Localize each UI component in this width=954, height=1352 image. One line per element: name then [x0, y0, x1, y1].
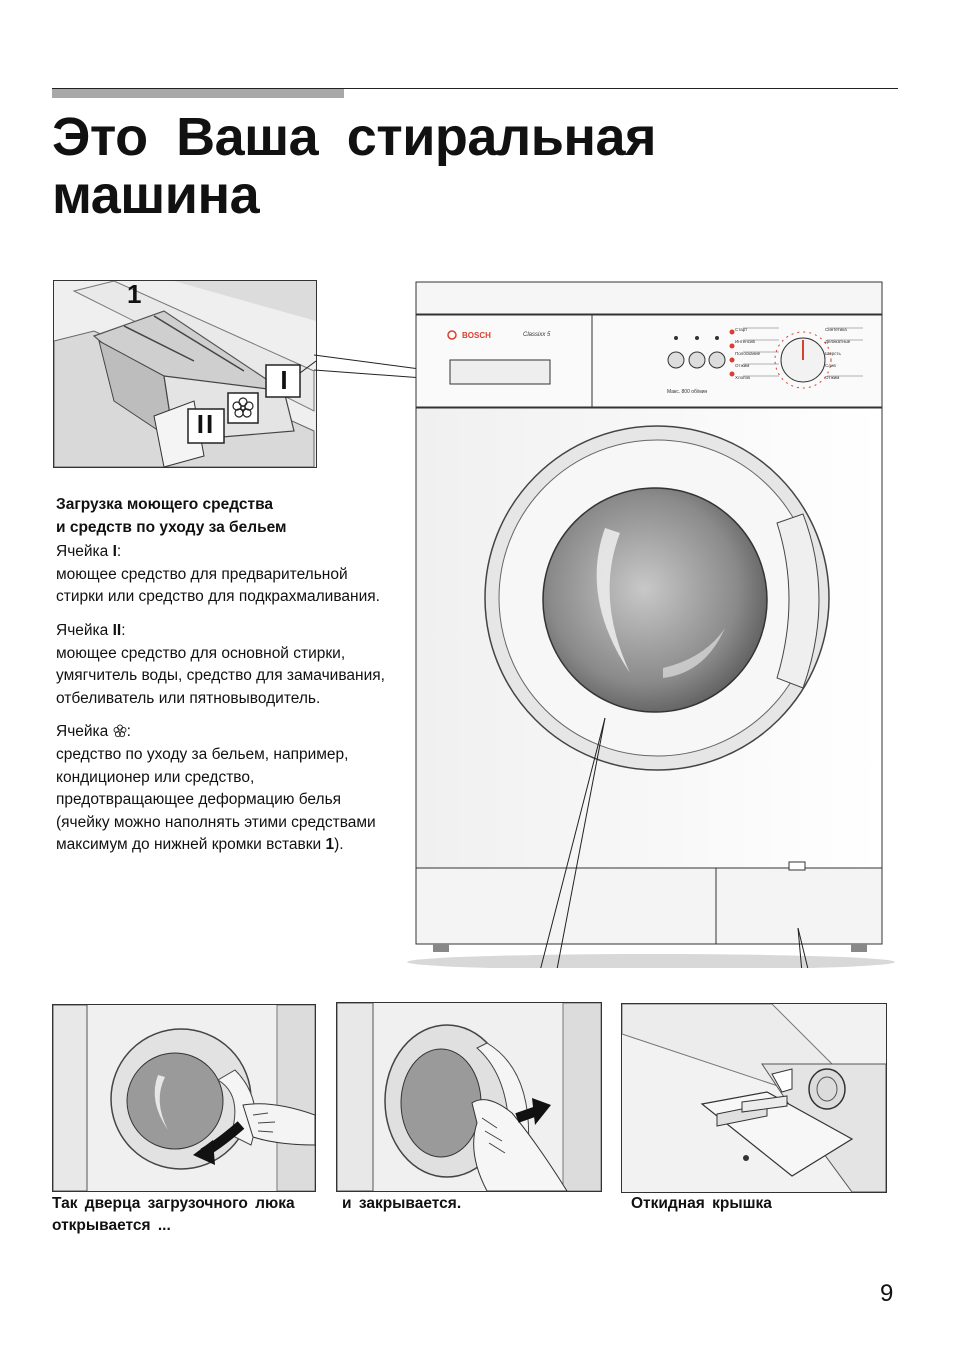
door-glass	[543, 488, 767, 712]
cell-softener-description: Ячейка : средство по уходу за бельем, например, кондиционер или средство, предотвращающее деформацию белья (ячейку можно наполнять этими средствами максимум до нижней кромки вставки 1).	[56, 723, 376, 854]
title-line-2: машина	[52, 165, 260, 225]
max-spin-label: Макс. 800 об/мин	[667, 389, 708, 395]
caption-door-close: и закрывается.	[342, 1195, 462, 1212]
option-button-2	[689, 352, 705, 368]
program-labels-left: Старт Интенсив Полоскание Отжим Хлопок	[735, 327, 761, 380]
flower-icon	[113, 724, 127, 738]
section-heading: Загрузка моющего средства и средств по уходу за бельем	[56, 496, 287, 536]
dispenser-drawer-illustration	[53, 280, 317, 468]
cell-I-description: Ячейка I: моющее средство для предварительной стирки или средство для подкрахмаливания.	[56, 543, 380, 606]
instructions-text	[56, 494, 396, 868]
model-label: Classixx 5	[523, 332, 551, 338]
chamber-II-label: II	[196, 409, 216, 439]
header-gray-bar	[52, 88, 344, 98]
washing-machine-illustration	[405, 278, 897, 968]
service-flap-illustration	[621, 1003, 887, 1193]
option-button-3	[709, 352, 725, 368]
caption-door-open: Так дверца загрузочного люка открывается ...	[52, 1195, 295, 1234]
header-rule	[52, 88, 898, 89]
page-number: 9	[880, 1280, 894, 1307]
page-title	[52, 108, 852, 224]
program-labels-right: Синтетика Деликатные Шерсть Слив Отжим	[825, 327, 851, 380]
chamber-I-label: I	[280, 365, 288, 395]
cell-II-description: Ячейка II: моющее средство для основной стирки, умягчитель воды, средство для замачивания, отбеливатель или пятновыводитель.	[56, 621, 385, 707]
door-open-illustration	[52, 1004, 316, 1192]
brand-label: BOSCH	[462, 331, 491, 340]
dispenser-drawer-handle	[450, 360, 550, 384]
option-button-1	[668, 352, 684, 368]
insert-label: 1	[127, 280, 142, 309]
caption-flap: Откидная крышка	[631, 1195, 772, 1212]
title-line-1: Это Ваша стиральная	[52, 107, 657, 167]
door-close-illustration	[336, 1002, 602, 1192]
